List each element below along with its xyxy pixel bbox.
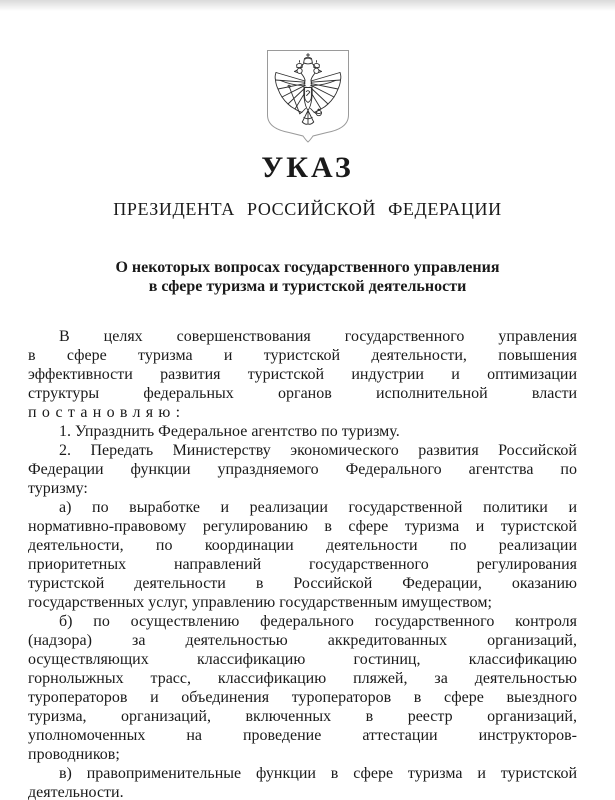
text-line: горнолыжных трасс, классификацию пляжей, за деятельностью xyxy=(28,670,577,687)
text-line: В целях совершенствования государственного управления xyxy=(59,328,577,345)
decree-subject-heading xyxy=(0,259,615,296)
text-line: деятельности. xyxy=(28,784,124,800)
paragraph-preamble xyxy=(28,327,577,422)
russia-coat-of-arms-icon xyxy=(265,49,351,143)
text-line: государственных услуг, управлению государственным имуществом; xyxy=(28,594,492,611)
paragraph-clause-2 xyxy=(28,441,577,498)
text-line: туроператоров и объединения туроператоров в сфере выездного xyxy=(28,689,577,706)
text-line: туризма, организаций, включенных в реестр организаций, xyxy=(28,708,577,725)
text-line: осуществляющих классификацию гостиниц, классификацию xyxy=(28,651,577,668)
top-edge-shadow xyxy=(0,0,615,11)
text-line: в) правоприменительные функции в сфере туризма и туристской xyxy=(59,765,577,782)
resolution-word: постановляю: xyxy=(28,404,186,421)
text-line: (надзора) за деятельностью аккредитованных организаций, xyxy=(28,632,577,649)
text-line: 2. Передать Министерству экономического развития Российской xyxy=(59,442,577,459)
text-line: туристской деятельности в Российской Федерации, оказанию xyxy=(28,575,577,592)
paragraph-clause-2v xyxy=(28,764,577,800)
text-line: проводников; xyxy=(28,746,120,763)
text-line: в сфере туризма и туристской деятельности, повышения xyxy=(28,347,577,364)
decree-issuer: ПРЕЗИДЕНТА РОССИЙСКОЙ ФЕДЕРАЦИИ xyxy=(113,199,502,219)
text-line: приоритетных направлений государственного регулирования xyxy=(28,556,577,573)
text-line: уполномоченных на проведение аттестации инструкторов- xyxy=(28,727,577,744)
text-line: нормативно-правовому регулированию в сфере туризма и туристской xyxy=(28,518,577,535)
subject-line-2: в сфере туризма и туристской деятельности xyxy=(148,277,467,295)
decree-body-text xyxy=(28,327,577,800)
text-line: туризму: xyxy=(28,480,88,497)
decree-title: УКАЗ xyxy=(261,151,354,184)
paragraph-clause-2a xyxy=(28,498,577,612)
text-line: эффективности развития туристской индустрии и оптимизации xyxy=(28,366,577,383)
text-line: Федерации функции упраздняемого Федерального агентства по xyxy=(28,461,577,478)
paragraph-clause-1 xyxy=(28,422,577,441)
paragraph-clause-2b xyxy=(28,612,577,764)
text-line: б) по осуществлению федерального государственного контроля xyxy=(59,613,577,630)
subject-line-1: О некоторых вопросах государственного управления xyxy=(115,259,500,276)
text-line: а) по выработке и реализации государственной политики и xyxy=(59,499,577,516)
text-line: 1. Упразднить Федеральное агентство по туризму. xyxy=(59,423,400,440)
text-line: деятельности, по координации деятельности по реализации xyxy=(28,537,577,554)
coat-of-arms-emblem xyxy=(265,49,351,143)
text-line: структуры федеральных органов исполнительной власти xyxy=(28,385,577,402)
